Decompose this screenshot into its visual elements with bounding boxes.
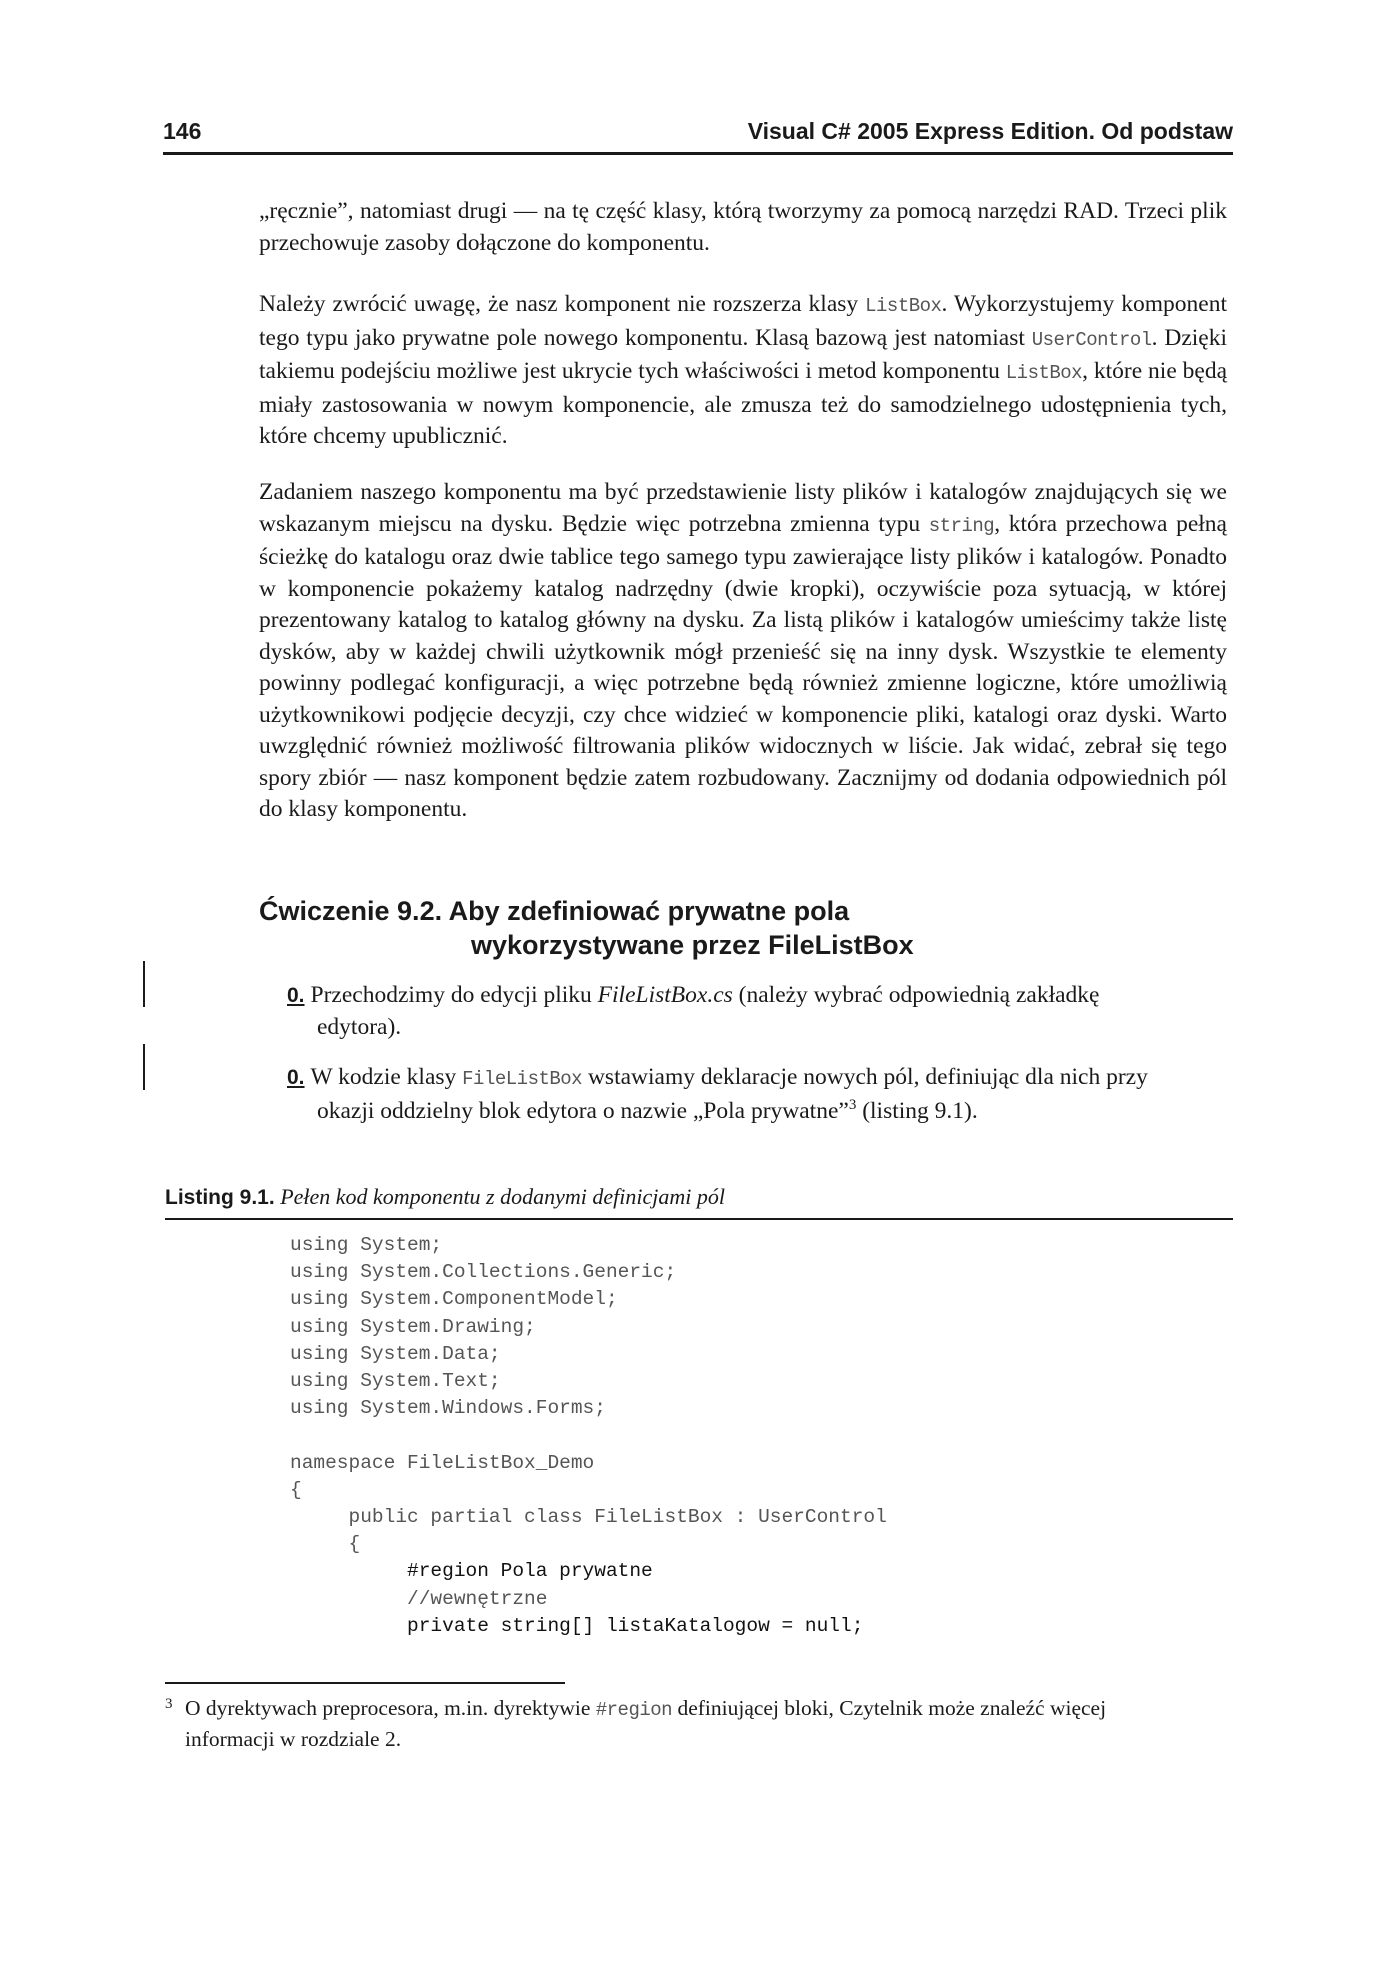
page-number: 146 [163,118,202,144]
text-run: . Dzięki takiemu podejściu możliwe jest ukrycie tych właściwości i metod komponentu [259,324,1227,384]
step-number: 0. [287,984,305,1007]
text-run: wstawiamy deklaracje nowych pól, definiując dla nich przy okazji oddzielny blok edytora o nazwie „Pola prywatne” [317,1064,1148,1124]
text-run: Zadaniem naszego komponentu ma być przedstawienie listy plików i katalogów znajdujących się we wskazanym miejscu na dysku. Będzie więc potrzebna zmienna typu [259,479,1227,537]
code-line: using System.Data; [290,1342,501,1365]
exercise-heading [259,894,914,962]
listing-label: Listing 9.1. [165,1186,275,1209]
text-run: definiującej bloki, Czytelnik może znaleźć więcej informacji w rozdziale 2. [185,1696,1107,1751]
code-line: private string[] listaKatalogow = null; [290,1614,864,1637]
footnote-text [165,1694,1185,1754]
footnote-reference: 3 [848,1096,857,1113]
text-run: , która przechowa pełną ścieżkę do katalogu oraz dwie tablice tego samego typu zawierające listy plików i katalogów. Ponadto w komponencie pokażemy katalog nadrzędny (dwie kropki), oczywiście poza sytuacją, w której prezentowany katalog to katalog główny na dysku. Za listą plików i katalogów umieścimy także listę dysków, aby w każdej chwili użytkownik mógł przenieść się na inny dysk. Wszystkie te elementy powinny podlegać konfiguracji, a więc potrzebne będą również zmienne logiczne, które umożliwią użytkownikowi podjęcie decyzji, czy chce widzieć w komponencie pliki, katalogi oraz dyski. Warto uwzględnić również możliwość filtrowania plików widocznych w liście. Jak widać, zebrał się tego spory zbiór — nasz komponent będzie zatem rozbudowany. Zacznijmy od dodania odpowiednich pól do klasy komponentu. [259,510,1227,822]
inline-code-filelistbox: FileListBox [462,1068,583,1090]
step-number: 0. [287,1066,305,1089]
text-run: (listing 9.1). [856,1097,978,1124]
code-line: //wewnętrzne [290,1587,548,1610]
code-line: { [290,1478,302,1501]
code-line: public partial class FileListBox : UserControl [290,1506,887,1529]
file-name: FileListBox.cs [597,982,733,1008]
step-1 [287,980,1167,1043]
change-bar [143,1044,145,1090]
listing-title: Pełen kod komponentu z dodanymi definicjami pól [280,1184,725,1209]
text-run: . Wykorzystujemy komponent tego typu jako prywatne pole nowego komponentu. Klasą bazową jest natomiast [259,291,1227,351]
step-2 [287,1062,1167,1127]
inline-code-string: string [928,514,995,537]
text-run: Należy zwrócić uwagę, że nasz komponent nie rozszerza klasy [259,291,866,317]
text-run: W kodzie klasy [310,1064,463,1090]
paragraph-2 [259,289,1227,453]
code-line: namespace FileListBox_Demo [290,1451,595,1474]
text-run: (należy wybrać odpowiednią zakładkę edytora). [317,982,1100,1040]
inline-code-listbox: ListBox [865,295,942,317]
footnote-mark: 3 [165,1696,173,1712]
inline-code-region: #region [595,1699,673,1721]
running-title: Visual C# 2005 Express Edition. Od podstaw [747,118,1233,144]
listing-caption [165,1184,1233,1220]
code-line: using System.Drawing; [290,1315,536,1338]
code-line: using System.Collections.Generic; [290,1261,677,1284]
code-line: using System.Windows.Forms; [290,1397,606,1420]
exercise-heading-line1: Ćwiczenie 9.2. Aby zdefiniować prywatne pola [259,896,850,926]
exercise-heading-line2: wykorzystywane przez FileListBox [471,930,914,960]
footnote-divider [165,1682,565,1684]
code-listing [290,1232,887,1640]
text-run: , które nie będą miały zastosowania w nowym komponencie, ale zmusza też do samodzielnego udostępnienia tych, które chcemy upublicznić. [259,358,1227,449]
text-run: O dyrektywach preprocesora, m.in. dyrektywie [185,1696,596,1720]
paragraph-3 [259,477,1227,826]
code-line: #region Pola prywatne [290,1560,653,1583]
change-bar [143,961,145,1007]
paragraph-1: „ręcznie”, natomiast drugi — na tę część klasy, którą tworzymy za pomocą narzędzi RAD. Trzeci plik przechowuje zasoby dołączone do komponentu. [259,198,1227,256]
footnote [165,1694,1185,1754]
text-run: Przechodzimy do edycji pliku [310,982,598,1008]
inline-code-listbox: ListBox [1005,362,1083,384]
code-line: using System.ComponentModel; [290,1288,618,1311]
code-line: using System.Text; [290,1370,501,1393]
page-header [163,118,1233,155]
code-line: { [290,1533,361,1556]
code-line: using System; [290,1234,443,1256]
inline-code-usercontrol: UserControl [1031,328,1152,351]
